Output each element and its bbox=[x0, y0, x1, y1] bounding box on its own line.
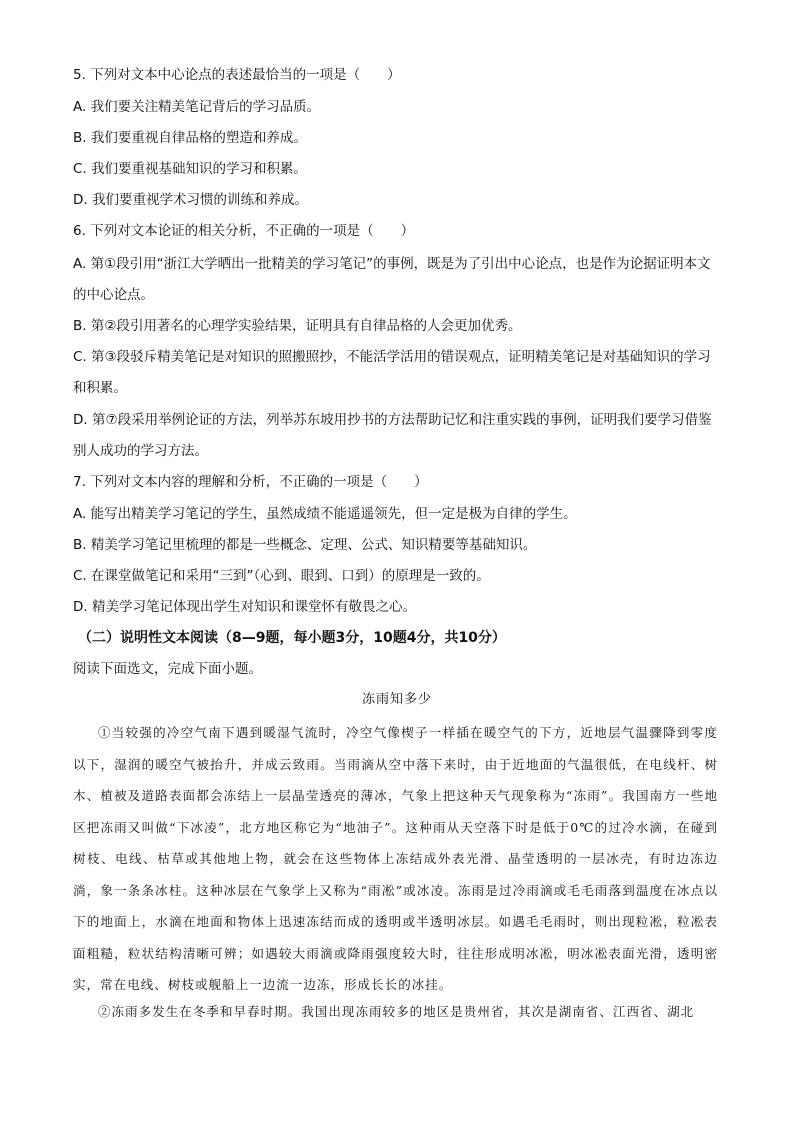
question-5-option-d: D. 我们要重视学术习惯的训练和养成。 bbox=[73, 192, 308, 208]
reading-instruction: 阅读下面选文，完成下面小题。 bbox=[73, 661, 262, 677]
article-paragraph-2: ②冻雨多发生在冬季和早春时期。我国出现冻雨较多的地区是贵州省，其次是湖南省、江西省、湖北 bbox=[98, 1004, 695, 1019]
question-7-stem: 7. 下列对文本内容的理解和分析，不正确的一项是（ ） bbox=[73, 474, 428, 490]
question-5-option-c: C. 我们要重视基础知识的学习和积累。 bbox=[73, 161, 308, 177]
question-6-option-d: D. 第⑦段采用举例论证的方法，列举苏东坡用抄书的方法帮助记忆和注重实践的事例，证明我们要学习借鉴别人成功的学习方法。 bbox=[73, 412, 712, 459]
section-heading: （二）说明性文本阅读（8—9题，每小题3分，10题4分，共10分） bbox=[78, 630, 506, 646]
question-5-option-b: B. 我们要重视自律品格的塑造和养成。 bbox=[73, 130, 307, 146]
question-5-option-a: A. 我们要关注精美笔记背后的学习品质。 bbox=[73, 99, 321, 115]
article-paragraph-1: ①当较强的冷空气南下遇到暖湿气流时，冷空气像楔子一样插在暖空气的下方，近地层气温骤降到零度以下，湿润的暖空气被抬升，并成云致雨。当雨滴从空中落下来时，由于近地面的气温很低，在电线杆、树木、植被及道路表面都会冻结上一层晶莹透亮的薄冰，气象上把这种天气现象称为“冻雨”。我国南方一些地区把冻雨又叫做“下冰凌”，北方地区称它为“地油子”。这种雨从天空落下时是低于0℃的过冷水滴，在碰到树枝、电线、枯草或其他地上物，就会在这些物体上冻结成外表光滑、晶莹透明的一层冰壳，有时边冻边淌，象一条条冰柱。这种冰层在气象学上又称为“雨凇”或冰凌。冻雨是过冷雨滴或毛毛雨落到温度在冰点以下的地面上，水滴在地面和物体上迅速冻结而成的透明或半透明冰层。如遇毛毛雨时，则出现粒凇，粒凇表面粗糙，粒状结构清晰可辨；如遇较大雨滴或降雨强度较大时，往往形成明冰凇，明冰凇表面光滑，透明密实，常在电线、树枝或舰船上一边流一边冻，形成长长的冰挂。 bbox=[73, 725, 718, 992]
question-6-option-b: B. 第②段引用著名的心理学实验结果，证明具有自律品格的人会更加优秀。 bbox=[73, 318, 522, 334]
question-7-option-b: B. 精美学习笔记里梳理的都是一些概念、定理、公式、知识精要等基础知识。 bbox=[73, 537, 537, 553]
question-5-stem: 5. 下列对文本中心论点的表述最恰当的一项是（ ） bbox=[73, 67, 401, 83]
article-title: 冻雨知多少 bbox=[361, 692, 432, 707]
question-6-stem: 6. 下列对文本论证的相关分析，不正确的一项是（ ） bbox=[73, 223, 415, 239]
question-6-option-c: C. 第③段驳斥精美笔记是对知识的照搬照抄，不能活学活用的错误观点，证明精美笔记是对基础知识的学习和积累。 bbox=[73, 349, 711, 396]
question-7-option-c: C. 在课堂做笔记和采用“三到”（心到、眼到、口到）的原理是一致的。 bbox=[73, 568, 490, 584]
question-7-option-a: A. 能写出精美学习笔记的学生，虽然成绩不能遥遥领先，但一定是极为自律的学生。 bbox=[73, 506, 577, 522]
question-6-option-a: A. 第①段引用“浙江大学晒出一批精美的学习笔记”的事例，既是为了引出中心论点，也是作为论据证明本文的中心论点。 bbox=[73, 256, 711, 303]
question-7-option-d: D. 精美学习笔记体现出学生对知识和课堂怀有敬畏之心。 bbox=[73, 599, 416, 615]
